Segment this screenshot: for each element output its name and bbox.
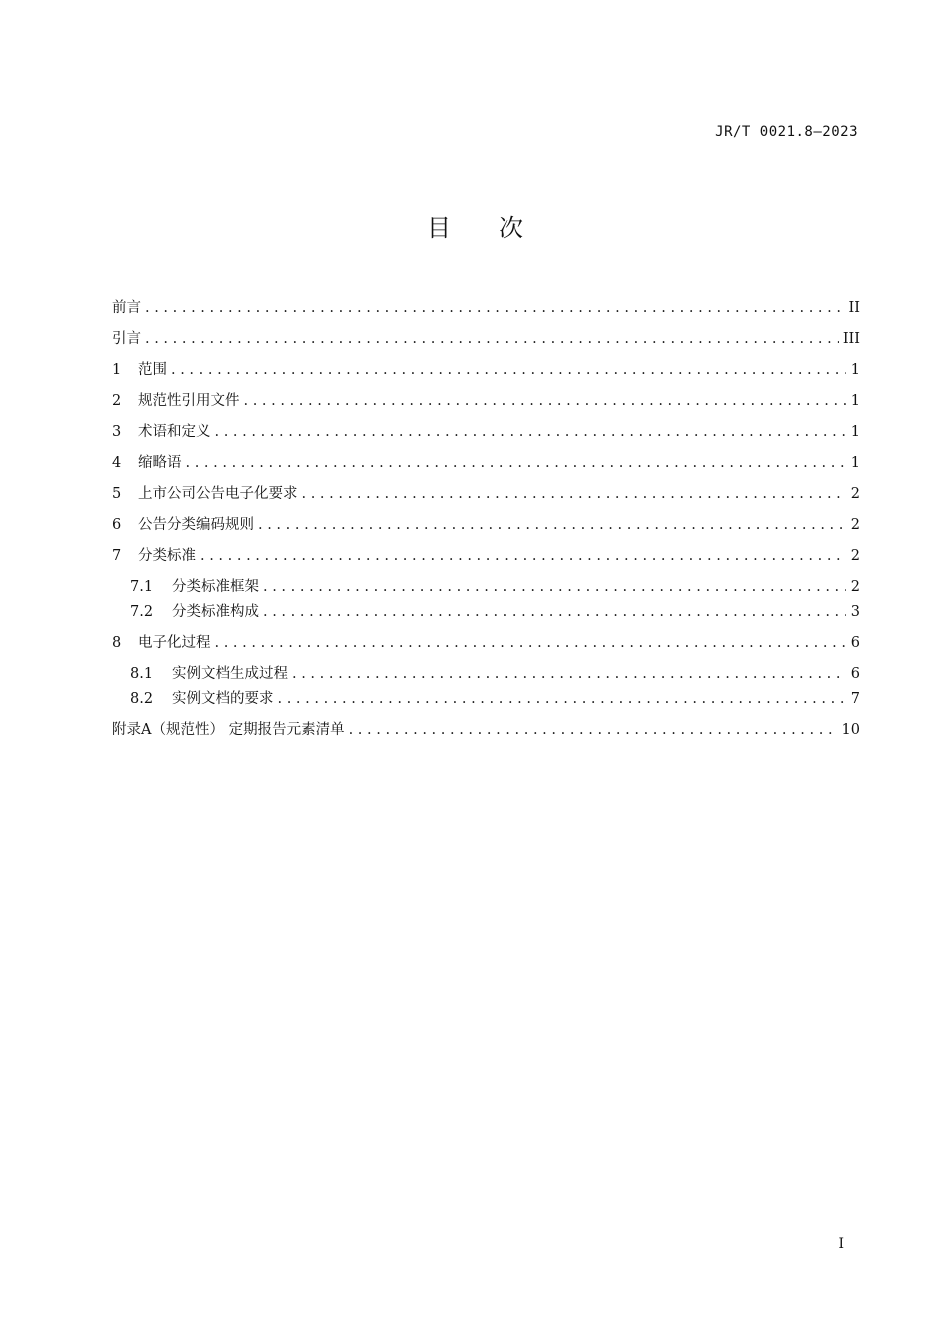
- toc-entry-7[interactable]: [112, 544, 860, 575]
- toc-entry-label: 实例文档的要求: [172, 691, 274, 707]
- toc-entry-number: 3: [112, 424, 122, 440]
- toc-leader-dots: [215, 631, 847, 655]
- toc-entry-8-2[interactable]: [112, 687, 860, 712]
- toc-entry-page: 1: [850, 424, 860, 440]
- toc-entry-label: 分类标准: [138, 548, 196, 564]
- toc-entry-1[interactable]: [112, 358, 860, 389]
- toc-entry-page: III: [842, 331, 860, 347]
- toc-entry-4[interactable]: [112, 451, 860, 482]
- toc-entry-number: 7.1: [130, 579, 154, 595]
- table-of-contents: [112, 296, 860, 749]
- toc-leader-dots: [302, 482, 847, 506]
- toc-entry-page: II: [848, 300, 860, 316]
- toc-entry-7-1[interactable]: [112, 575, 860, 600]
- toc-entry-number: 6: [112, 517, 122, 533]
- toc-entry-number: 8: [112, 635, 122, 651]
- toc-entry-number: 7: [112, 548, 122, 564]
- toc-entry-3[interactable]: [112, 420, 860, 451]
- toc-entry-appendix-a[interactable]: [112, 718, 860, 749]
- toc-entry-6[interactable]: [112, 513, 860, 544]
- toc-entry-7-2[interactable]: [112, 600, 860, 625]
- toc-entry-label: 缩略语: [138, 455, 182, 471]
- toc-entry-introduction[interactable]: [112, 327, 860, 358]
- toc-entry-number: 8.2: [130, 691, 154, 707]
- document-code: JR/T 0021.8—2023: [715, 124, 858, 140]
- toc-entry-page: 6: [850, 666, 860, 682]
- toc-entry-8-1[interactable]: [112, 662, 860, 687]
- toc-entry-label: 前言: [112, 300, 141, 316]
- toc-leader-dots: [200, 544, 846, 568]
- toc-leader-dots: [244, 389, 847, 413]
- toc-leader-dots: [186, 451, 847, 475]
- toc-entry-label: 术语和定义: [138, 424, 211, 440]
- toc-entry-label: 范围: [138, 362, 167, 378]
- toc-entry-label: 附录A（规范性） 定期报告元素清单: [112, 722, 345, 738]
- toc-leader-dots: [171, 358, 846, 382]
- toc-entry-number: 8.1: [130, 666, 154, 682]
- toc-entry-number: 5: [112, 486, 122, 502]
- toc-entry-page: 1: [850, 455, 860, 471]
- toc-entry-label: 引言: [112, 331, 141, 347]
- toc-entry-8[interactable]: [112, 631, 860, 662]
- toc-leader-dots: [263, 575, 846, 599]
- toc-entry-page: 1: [850, 393, 860, 409]
- page-title: 目次: [427, 214, 571, 242]
- toc-entry-number: 1: [112, 362, 122, 378]
- toc-entry-number: 4: [112, 455, 122, 471]
- toc-entry-page: 10: [841, 722, 860, 738]
- toc-entry-label: 分类标准框架: [172, 579, 259, 595]
- toc-leader-dots: [292, 662, 846, 686]
- toc-entry-5[interactable]: [112, 482, 860, 513]
- toc-entry-foreword[interactable]: [112, 296, 860, 327]
- toc-entry-page: 2: [850, 548, 860, 564]
- toc-entry-2[interactable]: [112, 389, 860, 420]
- toc-leader-dots: [145, 296, 845, 320]
- toc-entry-number: 2: [112, 393, 122, 409]
- toc-entry-label: 公告分类编码规则: [138, 517, 254, 533]
- toc-entry-page: 7: [850, 691, 860, 707]
- toc-entry-page: 1: [850, 362, 860, 378]
- toc-entry-page: 2: [850, 579, 860, 595]
- toc-entry-number: 7.2: [130, 604, 154, 620]
- toc-entry-page: 2: [850, 486, 860, 502]
- toc-leader-dots: [278, 687, 847, 711]
- toc-entry-page: 6: [850, 635, 860, 651]
- toc-entry-label: 规范性引用文件: [138, 393, 240, 409]
- toc-leader-dots: [349, 718, 838, 742]
- toc-leader-dots: [263, 600, 846, 624]
- toc-entry-label: 电子化过程: [138, 635, 211, 651]
- toc-entry-label: 上市公司公告电子化要求: [138, 486, 298, 502]
- toc-leader-dots: [215, 420, 847, 444]
- toc-leader-dots: [258, 513, 846, 537]
- toc-entry-label: 分类标准构成: [172, 604, 259, 620]
- toc-entry-page: 2: [850, 517, 860, 533]
- page-number: I: [838, 1236, 844, 1252]
- toc-entry-label: 实例文档生成过程: [172, 666, 288, 682]
- toc-leader-dots: [145, 327, 839, 351]
- toc-entry-page: 3: [850, 604, 860, 620]
